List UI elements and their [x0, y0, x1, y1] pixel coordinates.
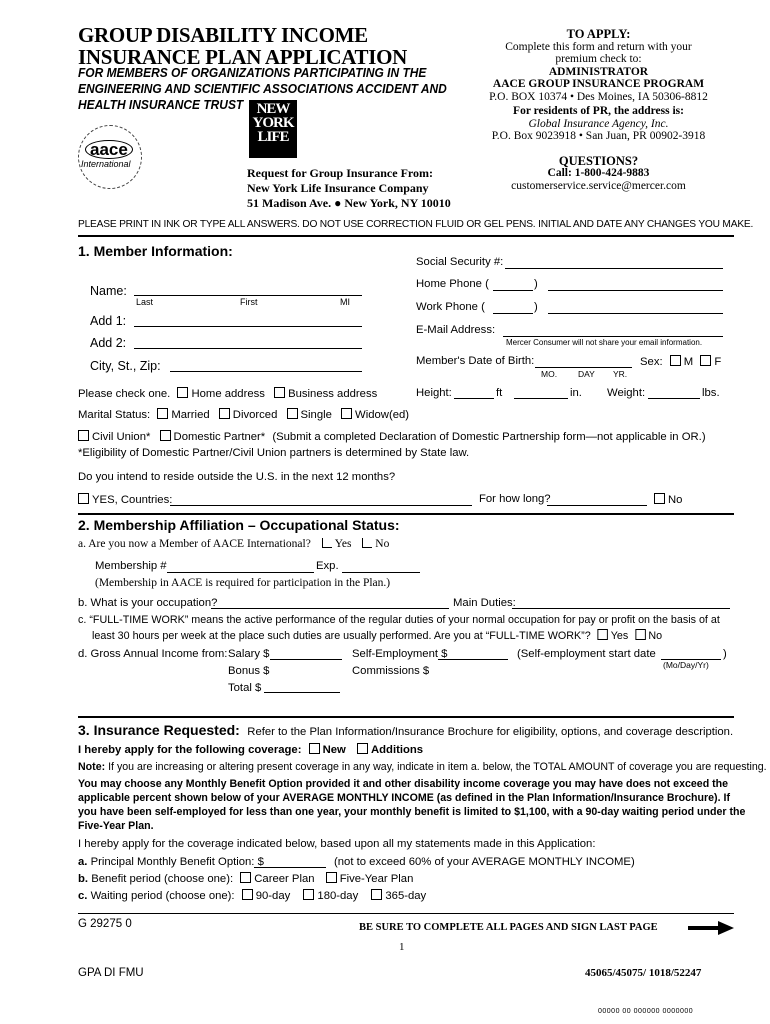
waiting-period-label: Waiting period (choose one):: [90, 890, 235, 902]
call-number: Call: 1-800-424-9883: [547, 167, 650, 179]
domestic-partner-checkbox[interactable]: [160, 430, 171, 441]
home-phone-label: Home Phone (: [416, 278, 489, 290]
work-phone-paren: ): [534, 301, 538, 313]
home-phone-field[interactable]: [548, 290, 723, 291]
reside-yes-group: [78, 493, 172, 506]
to-apply-line2: premium check to:: [555, 53, 642, 65]
divider: [78, 913, 734, 914]
waiting-period-row: [78, 889, 426, 902]
work-phone-field[interactable]: [548, 313, 723, 314]
name-field[interactable]: [134, 295, 362, 296]
career-plan-label: Career Plan: [254, 873, 315, 885]
business-address-checkbox[interactable]: [274, 387, 285, 398]
monthly-benefit-row: [78, 856, 264, 868]
city-field[interactable]: [170, 371, 362, 372]
monthly-benefit-field[interactable]: [254, 867, 326, 868]
email-field[interactable]: [503, 336, 723, 337]
name-label: Name:: [90, 284, 127, 298]
address-type-group: [78, 387, 377, 400]
item-a-label: a.: [78, 856, 88, 868]
five-year-plan-label: Five-Year Plan: [339, 873, 414, 885]
height-in-field[interactable]: [514, 398, 568, 399]
full-time-definition: c. “FULL-TIME WORK” means the active performance of the regular duties of your normal occupation for pay or profit on the basis of at: [78, 614, 720, 626]
section3-heading: 3. Insurance Requested:: [78, 722, 240, 738]
divorced-checkbox[interactable]: [219, 408, 230, 419]
domestic-partner-label: Domestic Partner*: [173, 431, 266, 443]
gpa-code: GPA DI FMU: [78, 967, 144, 979]
questions-heading: QUESTIONS?: [558, 153, 639, 168]
form-title-line2: INSURANCE PLAN APPLICATION: [78, 45, 408, 69]
married-label: Married: [171, 409, 210, 421]
commissions-label: Commissions $: [352, 665, 430, 677]
form-title-line1: GROUP DISABILITY INCOME: [78, 23, 368, 47]
name-last-caption: Last: [136, 297, 154, 307]
instructions: PLEASE PRINT IN INK OR TYPE ALL ANSWERS. DO NOT USE CORRECTION FLUID OR GEL PENS. INITIAL AND DATE ANY CHANGES YOU MAKE.: [78, 219, 754, 230]
full-time-no-checkbox[interactable]: [635, 629, 645, 640]
reside-no-group: [654, 493, 682, 506]
partner-group: [78, 430, 706, 443]
dob-label: Member's Date of Birth:: [416, 355, 535, 367]
form-subtitle-line3: HEALTH INSURANCE TRUST: [78, 97, 244, 112]
wait-90-checkbox[interactable]: [242, 889, 253, 900]
nyl-logo-line1: NEW: [256, 101, 290, 117]
wait-365-label: 365-day: [385, 890, 427, 902]
nyl-logo-line3: LIFE: [257, 129, 289, 145]
member-no-checkbox[interactable]: [362, 538, 372, 548]
add2-label: Add 2:: [90, 336, 127, 350]
ssn-field[interactable]: [505, 268, 723, 269]
dob-day-caption: DAY: [578, 369, 595, 379]
sex-m-label: M: [683, 356, 694, 368]
to-apply-heading: TO APPLY:: [566, 27, 631, 41]
main-duties-label: Main Duties:: [453, 597, 516, 609]
sex-label: Sex:: [640, 356, 663, 368]
full-time-question: [92, 629, 662, 642]
membership-question: [78, 538, 389, 550]
widowed-label: Widow(ed): [355, 409, 410, 421]
pr-residents-label: For residents of PR, the address is:: [513, 105, 684, 117]
self-employment-start-label: (Self-employment start date: [517, 648, 656, 660]
barcode-text: 00000 00 000000 0000000: [598, 1008, 694, 1015]
full-time-question-text: least 30 hours per week at the place such duties are usually performed. Are you at “FULL-TIME WORK”?: [92, 630, 591, 642]
monthly-benefit-label: Principal Monthly Benefit Option: $: [90, 856, 264, 868]
wait-365-checkbox[interactable]: [371, 889, 382, 900]
form-number: G 29275 0: [78, 918, 132, 930]
membership-exp-field[interactable]: [342, 572, 420, 573]
customer-service-email: customerservice.service@mercer.com: [511, 179, 686, 192]
note-row: [78, 761, 767, 773]
note-label: Note:: [78, 761, 106, 773]
reside-yes-checkbox[interactable]: [78, 493, 89, 504]
wait-180-label: 180-day: [317, 890, 359, 902]
form-subtitle-line2: ENGINEERING AND SCIENTIFIC ASSOCIATIONS ACCIDENT AND: [78, 81, 447, 96]
married-checkbox[interactable]: [157, 408, 168, 419]
sex-group: [640, 355, 721, 368]
member-yes-label: Yes: [334, 538, 352, 550]
item-b-label: b.: [78, 873, 89, 885]
nyl-logo-line2: YORK: [252, 115, 294, 131]
self-employment-start-close: ): [723, 648, 727, 660]
to-apply-line1: Complete this form and return with your: [505, 40, 692, 53]
height-in-unit: in.: [570, 387, 582, 399]
benefit-limit-line3: you have been self-employed for less than one year, your monthly benefit is limited to $1,100, with a 90-day waiting period under the: [78, 806, 746, 818]
monthly-benefit-note: (not to exceed 60% of your AVERAGE MONTHLY INCOME): [334, 856, 635, 868]
wait-90-label: 90-day: [255, 890, 291, 902]
check-one-label: Please check one.: [78, 388, 171, 400]
reside-no-label: No: [668, 494, 683, 506]
coverage-type-row: [78, 743, 423, 756]
how-long-label: For how long?: [479, 493, 551, 505]
item-c-label: c.: [78, 890, 88, 902]
home-phone-paren: ): [534, 278, 538, 290]
countries-field[interactable]: [170, 505, 472, 506]
apply-for-label: I hereby apply for the following coverage:: [78, 744, 302, 756]
self-employment-field[interactable]: [438, 659, 508, 660]
mailing-address: P.O. BOX 10374 • Des Moines, IA 50306-8812: [489, 90, 708, 103]
pr-address: P.O. Box 9023918 • San Juan, PR 00902-3918: [491, 130, 706, 142]
occupation-label: b. What is your occupation?: [78, 597, 218, 609]
divorced-label: Divorced: [232, 409, 278, 421]
membership-number-label: Membership #: [95, 560, 167, 572]
height-ft-field[interactable]: [454, 398, 494, 399]
eligibility-note: *Eligibility of Domestic Partner/Civil Union partners is determined by State law.: [78, 447, 470, 459]
to-apply-block: [461, 28, 736, 192]
home-address-label: Home address: [191, 388, 265, 400]
dob-field[interactable]: [535, 367, 632, 368]
work-phone-label: Work Phone (: [416, 301, 485, 313]
additions-checkbox[interactable]: [357, 743, 368, 754]
add1-label: Add 1:: [90, 314, 127, 328]
request-line3: 51 Madison Ave. ● New York, NY 10010: [247, 196, 451, 210]
divider: [78, 235, 734, 237]
membership-exp-label: Exp.: [316, 560, 339, 572]
civil-union-checkbox[interactable]: [78, 430, 89, 441]
salary-label: Salary $: [228, 648, 270, 660]
city-label: City, St., Zip:: [90, 359, 161, 373]
name-first-caption: First: [240, 297, 258, 307]
self-employment-label: Self-Employment $: [352, 648, 448, 660]
program-name: AACE GROUP INSURANCE PROGRAM: [492, 78, 705, 90]
dob-yr-caption: YR.: [613, 369, 628, 379]
total-field[interactable]: [264, 692, 340, 693]
reside-outside-question: Do you intend to reside outside the U.S. in the next 12 months?: [78, 471, 396, 483]
sex-f-checkbox[interactable]: [700, 355, 711, 366]
request-line1: Request for Group Insurance From:: [247, 166, 433, 180]
sex-f-label: F: [714, 356, 722, 368]
full-time-yes-checkbox[interactable]: [597, 629, 607, 640]
height-ft-unit: ft: [496, 387, 503, 399]
be-sure-notice: BE SURE TO COMPLETE ALL PAGES AND SIGN LAST PAGE: [359, 922, 658, 933]
note-text: If you are increasing or altering present coverage in any way, indicate in item a. below, the TOTAL AMOUNT of coverage you are requesting.: [108, 761, 767, 773]
marital-status-group: [78, 408, 409, 421]
benefit-limit-line1: You may choose any Monthly Benefit Option provided it and other disability income coverage you may have does not exceed the: [78, 778, 729, 790]
work-phone-area-field[interactable]: [493, 313, 533, 314]
aace-logo: [78, 125, 142, 189]
benefit-period-label: Benefit period (choose one):: [91, 873, 234, 885]
name-mi-caption: MI: [340, 297, 350, 307]
dob-mo-caption: MO.: [541, 369, 558, 379]
gross-income-label: d. Gross Annual Income from:: [78, 648, 228, 660]
salary-field[interactable]: [270, 659, 342, 660]
membership-question-text: a. Are you now a Member of AACE International?: [78, 538, 311, 550]
wait-180-checkbox[interactable]: [303, 889, 314, 900]
member-no-label: No: [375, 538, 390, 550]
date-format-caption: (Mo/Day/Yr): [663, 660, 709, 670]
total-label: Total $: [228, 682, 262, 694]
new-york-life-logo: [249, 100, 297, 158]
footer-codes: 45065/45075/ 1018/52247: [585, 967, 702, 979]
occupation-field[interactable]: [211, 608, 449, 609]
benefit-limit-line2: applicable percent shown below of your AVERAGE MONTHLY INCOME (as defined in the Plan Information/Insurance Brochure). If: [78, 792, 730, 804]
single-label: Single: [300, 409, 332, 421]
email-privacy-note: Mercer Consumer will not share your email information.: [506, 338, 703, 347]
civil-union-label: Civil Union*: [92, 431, 151, 443]
member-yes-checkbox[interactable]: [322, 538, 332, 548]
single-checkbox[interactable]: [287, 408, 298, 419]
divider: [78, 513, 734, 515]
request-line2: New York Life Insurance Company: [247, 181, 429, 195]
marital-status-label: Marital Status:: [78, 409, 151, 421]
weight-label: Weight:: [607, 387, 646, 399]
arrow-right-icon: [688, 921, 734, 935]
reside-yes-label: YES, Countries:: [92, 494, 173, 506]
height-label: Height:: [416, 387, 452, 399]
section3-heading-row: [78, 722, 733, 740]
section2-heading: 2. Membership Affiliation – Occupational Status:: [78, 517, 400, 533]
page-number: 1: [399, 941, 405, 953]
section3-heading-note: Refer to the Plan Information/Insurance Brochure for eligibility, options, and coverage description.: [247, 726, 734, 738]
widowed-checkbox[interactable]: [341, 408, 352, 419]
main-duties-field[interactable]: [512, 608, 730, 609]
full-time-no-label: No: [648, 630, 663, 642]
new-coverage-checkbox[interactable]: [309, 743, 320, 754]
pr-agency-name: Global Insurance Agency, Inc.: [528, 117, 669, 130]
ssn-label: Social Security #:: [416, 256, 504, 268]
aace-logo-text: aace: [85, 140, 133, 159]
aace-logo-sub: International: [81, 159, 131, 169]
domestic-partner-note: (Submit a completed Declaration of Domestic Partnership form—not applicable in OR.): [272, 431, 706, 443]
home-phone-area-field[interactable]: [493, 290, 533, 291]
additions-label: Additions: [370, 744, 424, 756]
administrator-label: ADMINISTRATOR: [548, 65, 649, 78]
benefit-period-row: [78, 872, 413, 885]
bonus-label: Bonus $: [228, 665, 270, 677]
add2-field[interactable]: [134, 348, 362, 349]
add1-field[interactable]: [134, 326, 362, 327]
email-label: E-Mail Address:: [416, 324, 496, 336]
five-year-plan-checkbox[interactable]: [326, 872, 337, 883]
new-coverage-label: New: [322, 744, 346, 756]
full-time-yes-label: Yes: [610, 630, 629, 642]
career-plan-checkbox[interactable]: [240, 872, 251, 883]
divider: [78, 716, 734, 718]
benefit-limit-line4: Five-Year Plan.: [78, 820, 154, 832]
how-long-field[interactable]: [547, 505, 647, 506]
weight-field[interactable]: [648, 398, 700, 399]
form-subtitle-line1: FOR MEMBERS OF ORGANIZATIONS PARTICIPATING IN THE: [78, 65, 427, 80]
membership-number-field[interactable]: [167, 572, 314, 573]
membership-required-note: (Membership in AACE is required for participation in the Plan.): [95, 577, 391, 589]
business-address-label: Business address: [288, 388, 378, 400]
weight-unit: lbs.: [702, 387, 720, 399]
home-address-checkbox[interactable]: [177, 387, 188, 398]
reside-no-checkbox[interactable]: [654, 493, 665, 504]
sex-m-checkbox[interactable]: [670, 355, 681, 366]
apply-statement: I hereby apply for the coverage indicated below, based upon all my statements made in this Application:: [78, 838, 596, 850]
section1-heading: 1. Member Information:: [78, 243, 233, 259]
